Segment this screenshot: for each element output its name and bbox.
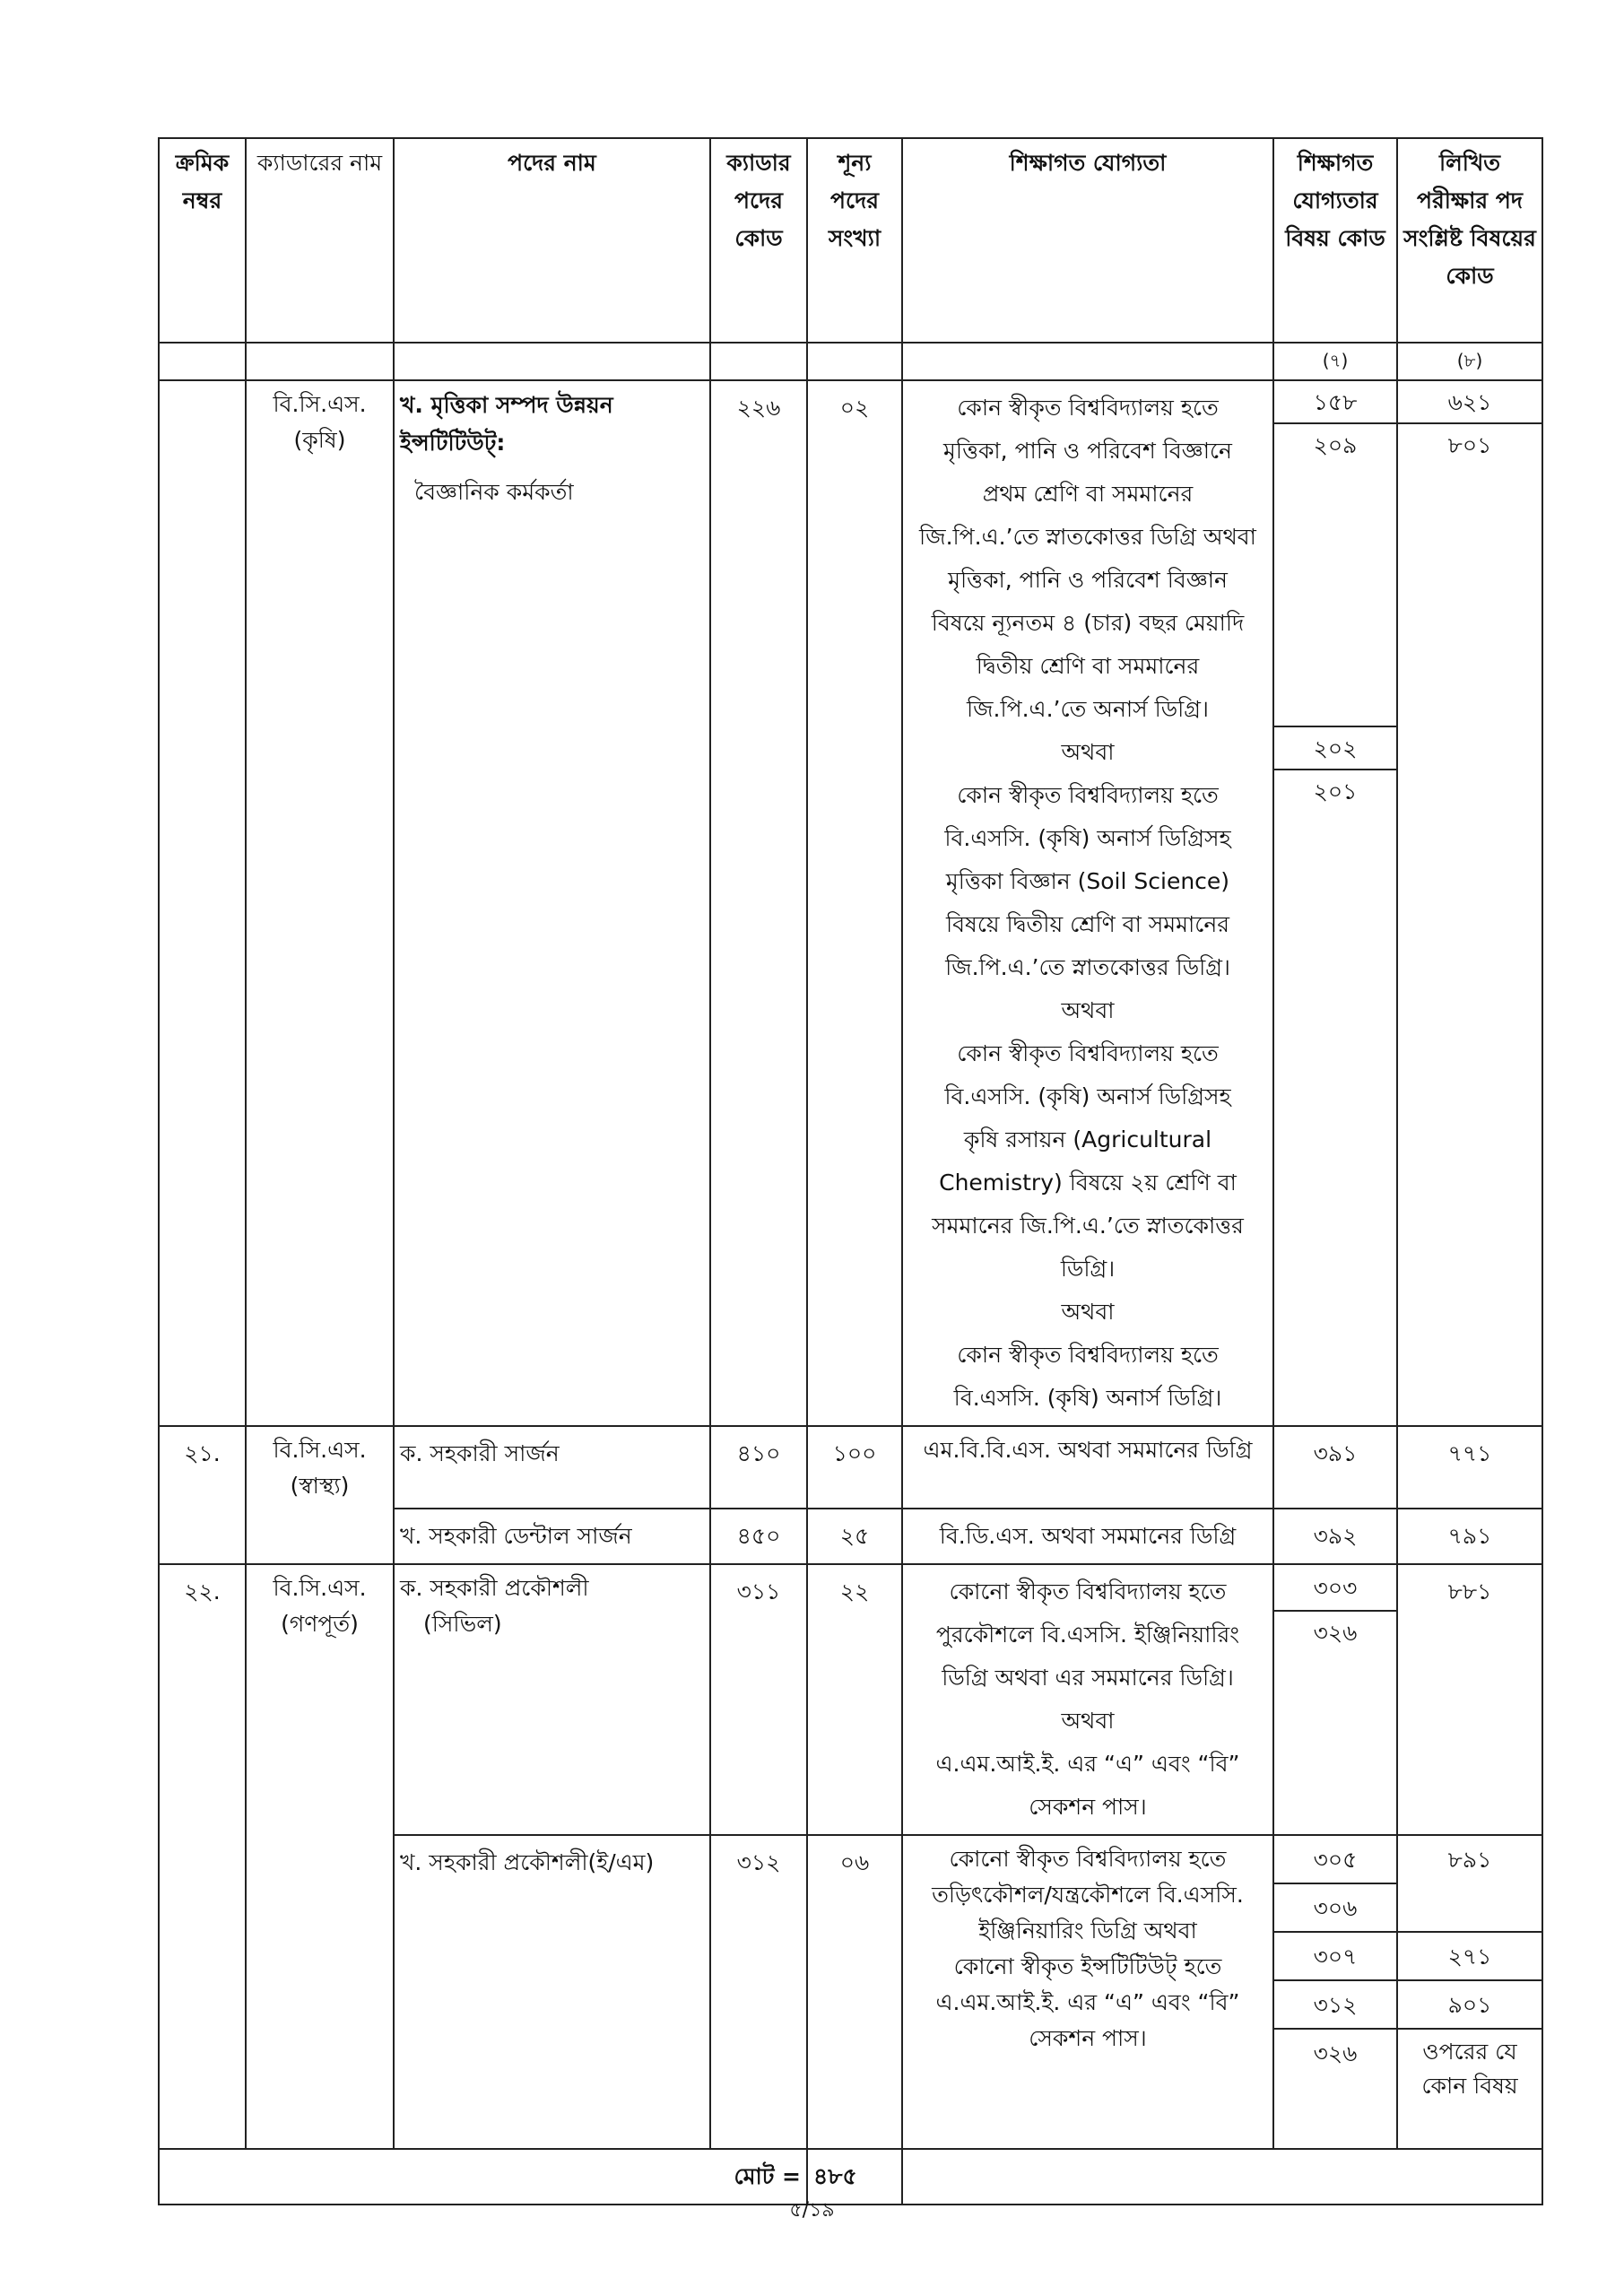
qualification-text: এম.বি.বি.এস. অথবা সমমানের ডিগ্রি (902, 1426, 1273, 1509)
exam-code: ৭৯১ (1397, 1509, 1542, 1564)
qual-line: ডিগ্রি। (1060, 1256, 1116, 1282)
qual-line: প্রথম শ্রেণি বা সমমানের (982, 481, 1194, 507)
qual-line: এ.এম.আই.ই. এর “এ” এবং “বি” (935, 1989, 1240, 2015)
vacancy-count: ০৬ (807, 1835, 902, 2149)
subject-code: ৩২৬ (1313, 1620, 1358, 1646)
post-name: ক. সহকারী সার্জন (394, 1426, 710, 1509)
exam-code-cell (1397, 1835, 1542, 2149)
post-name: খ. সহকারী ডেন্টাল সার্জন (394, 1509, 710, 1564)
cadre-post-table (158, 137, 1543, 2205)
post-name (394, 380, 710, 1426)
qual-line: এ.এম.আই.ই. এর “এ” এবং “বি” (935, 1751, 1240, 1777)
or-separator: অথবা (1061, 739, 1115, 765)
exam-code: ৬২১ (1398, 381, 1541, 424)
qualification-text (902, 1835, 1273, 2149)
serial-number: ২১. (159, 1426, 246, 1564)
or-separator: অথবা (1061, 1299, 1115, 1325)
qual-line: জি.পি.এ.’তে অনার্স ডিগ্রি। (967, 696, 1209, 722)
exam-code: ৮৯১ (1398, 1836, 1541, 1933)
exam-code: ৮০১ (1447, 432, 1492, 458)
total-value: ৪৮৫ (807, 2149, 902, 2205)
subject-code: ৩০৭ (1274, 1933, 1396, 1981)
column-number-8: (৮) (1397, 343, 1542, 380)
exam-code: ৮৮১ (1397, 1564, 1542, 1835)
page-number: ৫/১৯ (789, 2199, 835, 2222)
exam-code: ৯০১ (1398, 1981, 1541, 2030)
qualification-text: বি.ডি.এস. অথবা সমমানের ডিগ্রি (902, 1509, 1273, 1564)
subject-code-cell (1273, 1564, 1397, 1835)
subject-code: ২০২ (1274, 727, 1396, 770)
cadre-code: ৪৫০ (710, 1509, 807, 1564)
qual-line: সমমানের জি.পি.এ.’তে স্নাতকোত্তর (932, 1213, 1244, 1239)
post-title: খ. মৃত্তিকা সম্পদ উন্নয়ন ইন্সটিটিউট্: (400, 392, 613, 456)
subject-code: ৩৯২ (1273, 1509, 1397, 1564)
qual-line: পুরকৌশলে বি.এসসি. ইঞ্জিনিয়ারিং (935, 1622, 1240, 1648)
vacancy-count: ২৫ (807, 1509, 902, 1564)
qual-line: সেকশন পাস। (1029, 2025, 1147, 2051)
post-name (394, 1564, 710, 1835)
vacancy-count: ০২ (807, 380, 902, 1426)
qual-line: তড়িৎকৌশল/যন্ত্রকৌশলে বি.এসসি. (932, 1882, 1244, 1908)
post-subtitle: বৈজ্ঞানিক কর্মকর্তা (414, 479, 574, 505)
vacancy-count: ২২ (807, 1564, 902, 1835)
table-row (159, 380, 1542, 1426)
cadre-code: ৩১১ (710, 1564, 807, 1835)
qual-line: বি.এসসি. (কৃষি) অনার্স ডিগ্রিসহ (944, 825, 1231, 851)
total-label: মোট = (159, 2149, 807, 2205)
header-exam-code: লিখিত পরীক্ষার পদ সংশ্লিষ্ট বিষয়ের কোড (1397, 138, 1542, 343)
qual-line: ডিগ্রি অথবা এর সমমানের ডিগ্রি। (942, 1665, 1234, 1691)
qual-line: কৃষি রসায়ন (Agricultural (963, 1126, 1212, 1152)
subject-code-cell (1273, 380, 1397, 1426)
post-title: ক. সহকারী প্রকৌশলী (400, 1575, 589, 1601)
qual-line: মৃত্তিকা বিজ্ঞান (Soil Science) (945, 868, 1230, 894)
qual-line: বি.এসসি. (কৃষি) অনার্স ডিগ্রিসহ (944, 1083, 1231, 1109)
qual-line: মৃত্তিকা, পানি ও পরিবেশ বিজ্ঞানে (943, 438, 1232, 464)
subject-code: ২০১ (1313, 778, 1358, 804)
header-vacancy: শূন্য পদের সংখ্যা (807, 138, 902, 343)
exam-code: ২৭১ (1398, 1933, 1541, 1981)
header-cadre-code: ক্যাডার পদের কোড (710, 138, 807, 343)
qual-line: Chemistry) বিষয়ে ২য় শ্রেণি বা (939, 1170, 1237, 1196)
qualification-text (902, 1564, 1273, 1835)
qual-line: কোন স্বীকৃত বিশ্ববিদ্যালয় হতে (957, 782, 1219, 808)
cadre-code: ২২৬ (710, 380, 807, 1426)
exam-code: ৭৭১ (1397, 1426, 1542, 1509)
column-number-7: (৭) (1273, 343, 1397, 380)
header-qualification: শিক্ষাগত যোগ্যতা (902, 138, 1273, 343)
subject-code: ৩০৫ (1274, 1836, 1396, 1884)
subject-code: ৩০৬ (1274, 1884, 1396, 1933)
header-subject-code: শিক্ষাগত যোগ্যতার বিষয় কোড (1273, 138, 1397, 343)
serial-number: ২২. (159, 1564, 246, 2149)
subject-code: ২০৯ (1274, 424, 1396, 727)
vacancy-count: ১০০ (807, 1426, 902, 1509)
exam-code-cell (1397, 380, 1542, 1426)
post-subtitle: (সিভিল) (423, 1611, 502, 1637)
qual-line: দ্বিতীয় শ্রেণি বা সমমানের (976, 653, 1200, 679)
qual-line: সেকশন পাস। (1029, 1794, 1147, 1820)
subject-code: ৩১২ (1274, 1981, 1396, 2030)
or-separator: অথবা (1061, 1708, 1115, 1734)
qual-line: জি.পি.এ.’তে স্নাতকোত্তর ডিগ্রি অথবা (919, 524, 1256, 550)
document-page (158, 137, 1541, 2205)
header-row (159, 138, 1542, 343)
subject-code-cell (1273, 1835, 1397, 2149)
qualification-text (902, 380, 1273, 1426)
subject-code: ৩৯১ (1273, 1426, 1397, 1509)
qual-line: কোন স্বীকৃত বিশ্ববিদ্যালয় হতে (957, 1040, 1219, 1066)
cadre-code: ৪১০ (710, 1426, 807, 1509)
exam-code: ওপরের যে কোন বিষয় (1421, 2039, 1518, 2099)
qual-line: কোনো স্বীকৃত বিশ্ববিদ্যালয় হতে (949, 1846, 1227, 1872)
qual-line: বিষয়ে দ্বিতীয় শ্রেণি বা সমমানের (945, 911, 1230, 937)
qual-line: কোনো স্বীকৃত ইন্সটিটিউট্ হতে (953, 1953, 1222, 1979)
subject-code: ১৫৮ (1274, 381, 1396, 424)
subject-code: ৩০৩ (1274, 1565, 1396, 1612)
table-row (159, 1426, 1542, 1509)
qual-line: কোন স্বীকৃত বিশ্ববিদ্যালয় হতে (957, 395, 1219, 421)
qual-line: কোনো স্বীকৃত বিশ্ববিদ্যালয় হতে (949, 1578, 1227, 1605)
cadre-code: ৩১২ (710, 1835, 807, 2149)
cadre-name: বি.সি.এস. (গণপূর্ত) (246, 1564, 394, 2149)
or-separator: অথবা (1061, 997, 1115, 1023)
qual-line: মৃত্তিকা, পানি ও পরিবেশ বিজ্ঞান (948, 567, 1228, 593)
subject-code: ৩২৬ (1313, 2040, 1358, 2066)
cadre-name: বি.সি.এস. (কৃষি) (246, 380, 394, 1426)
header-cadre: ক্যাডারের নাম (246, 138, 394, 343)
header-post: পদের নাম (394, 138, 710, 343)
table-row (159, 1564, 1542, 1835)
post-name: খ. সহকারী প্রকৌশলী(ই/এম) (394, 1835, 710, 2149)
qual-line: জি.পি.এ.’তে স্নাতকোত্তর ডিগ্রি। (945, 954, 1230, 980)
header-serial: ক্রমিক নম্বর (159, 138, 246, 343)
qual-line: ইঞ্জিনিয়ারিং ডিগ্রি অথবা (978, 1918, 1197, 1944)
cadre-name: বি.সি.এস. (স্বাস্থ্য) (246, 1426, 394, 1564)
qual-line: বিষয়ে ন্যূনতম ৪ (চার) বছর মেয়াদি (931, 610, 1245, 636)
qual-line: বি.এসসি. (কৃষি) অনার্স ডিগ্রি। (953, 1385, 1222, 1411)
qual-line: কোন স্বীকৃত বিশ্ববিদ্যালয় হতে (957, 1342, 1219, 1368)
column-number-row (159, 343, 1542, 380)
